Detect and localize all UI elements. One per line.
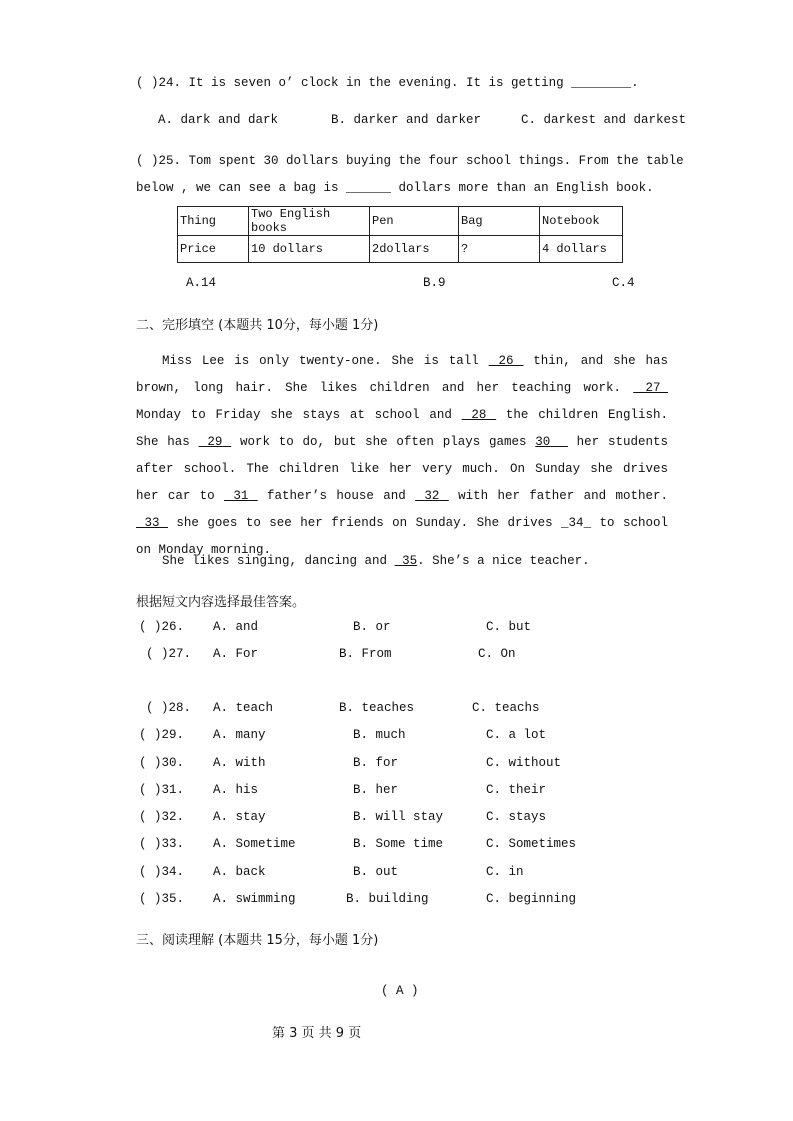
passage-text: father’s house and — [257, 489, 416, 503]
blank-number: 31 — [233, 489, 249, 503]
option-a: A. teach — [213, 701, 274, 715]
table-cell: Thing — [178, 207, 249, 236]
table-row — [178, 207, 623, 236]
option-c: C. a lot — [486, 728, 547, 742]
blank-31 — [224, 489, 258, 503]
passage-text: she goes to see her friends on Sunday. She drives — [167, 516, 562, 530]
table-cell: 10 dollars — [249, 236, 370, 263]
table-cell: Price — [178, 236, 249, 263]
blank-number: 33 — [144, 516, 160, 530]
option-b: B. will stay — [353, 810, 444, 824]
blank-32 — [415, 489, 449, 503]
option-c: C. but — [486, 620, 532, 634]
q24-option-a: A. dark and dark — [158, 113, 279, 127]
q25-option-a: A.14 — [186, 276, 217, 290]
blank-34: _34_ — [561, 516, 592, 530]
option-c: C. in — [486, 865, 524, 879]
option-a: A. with — [213, 756, 266, 770]
blank-number: 30 — [535, 435, 551, 449]
option-c: C. Sometimes — [486, 837, 577, 851]
blank-33 — [136, 516, 168, 530]
blank-29 — [199, 435, 232, 449]
section2-heading: 二、完形填空 (本题共 10分，每小题 1分) — [136, 318, 379, 333]
option-a: A. stay — [213, 810, 266, 824]
blank-number: 29 — [207, 435, 223, 449]
option-a: A. Sometime — [213, 837, 296, 851]
table-cell: 4 dollars — [540, 236, 623, 263]
page-footer: 第 3 页 共 9 页 — [272, 1026, 362, 1041]
option-a: A. back — [213, 865, 266, 879]
option-b: B. building — [346, 892, 429, 906]
table-cell: Pen — [370, 207, 459, 236]
blank-26 — [489, 354, 524, 368]
question-number: ( )29. — [139, 728, 185, 742]
cloze-paragraph-1 — [136, 348, 668, 564]
question-number: ( )28. — [146, 701, 192, 715]
option-c: C. On — [478, 647, 516, 661]
blank-number: 27 — [645, 381, 661, 395]
table-row — [178, 236, 623, 263]
passage-text: She likes singing, dancing and — [162, 554, 395, 568]
table-cell: Notebook — [540, 207, 623, 236]
passage-label: ( A ) — [381, 984, 419, 998]
option-b: B. From — [339, 647, 392, 661]
passage-text: to school on Monday morning. — [136, 516, 669, 557]
passage-text: with her father and mother. — [448, 489, 668, 503]
cloze-paragraph-2 — [136, 548, 668, 575]
table-cell: Bag — [459, 207, 540, 236]
section3-heading: 三、阅读理解 (本题共 15分，每小题 1分) — [136, 933, 379, 948]
option-c: C. teachs — [472, 701, 540, 715]
option-c: C. without — [486, 756, 562, 770]
option-b: B. teaches — [339, 701, 415, 715]
blank-number: 35 — [402, 554, 418, 568]
question-number: ( )33. — [139, 837, 185, 851]
blank-27 — [633, 381, 668, 395]
question-number: ( )35. — [139, 892, 185, 906]
option-a: A. For — [213, 647, 259, 661]
option-a: A. swimming — [213, 892, 296, 906]
table-cell: 2dollars — [370, 236, 459, 263]
question-number: ( )31. — [139, 783, 185, 797]
q25-stem-line2: below , we can see a bag is ______ dollars more than an English book. — [136, 181, 654, 195]
blank-number: 32 — [424, 489, 440, 503]
blank-30 — [535, 435, 568, 449]
question-number: ( )34. — [139, 865, 185, 879]
cloze-instruction: 根据短文内容选择最佳答案。 — [136, 595, 306, 610]
question-number: ( )26. — [139, 620, 185, 634]
blank-28 — [462, 408, 497, 422]
q25-option-b: B.9 — [423, 276, 446, 290]
table-cell: Two English books — [249, 207, 370, 236]
option-b: B. Some time — [353, 837, 444, 851]
passage-text: her students after school. The children like her very much. On Sunday she drives her car to — [136, 435, 668, 503]
question-number: ( )27. — [146, 647, 192, 661]
option-c: C. stays — [486, 810, 547, 824]
option-c: C. their — [486, 783, 547, 797]
option-b: B. out — [353, 865, 399, 879]
option-c: C. beginning — [486, 892, 577, 906]
blank-number: 34 — [568, 516, 584, 530]
blank-number: 26 — [498, 354, 514, 368]
blank-35 — [395, 554, 418, 568]
passage-text: Monday to Friday she stays at school and — [136, 408, 462, 422]
table-cell: ? — [459, 236, 540, 263]
option-a: A. and — [213, 620, 259, 634]
passage-text: . She’s a nice teacher. — [417, 554, 590, 568]
blank-number: 28 — [471, 408, 487, 422]
q24-stem: ( )24. It is seven o’ clock in the evening. It is getting ________. — [136, 76, 639, 90]
q24-option-b: B. darker and darker — [331, 113, 482, 127]
question-number: ( )30. — [139, 756, 185, 770]
question-number: ( )32. — [139, 810, 185, 824]
option-b: B. or — [353, 620, 391, 634]
option-b: B. for — [353, 756, 399, 770]
q25-option-c: C.4 — [612, 276, 635, 290]
q25-stem-line1: ( )25. Tom spent 30 dollars buying the four school things. From the table — [136, 154, 684, 168]
price-table — [177, 206, 623, 263]
passage-text: the children English. She has — [136, 408, 668, 449]
option-a: A. many — [213, 728, 266, 742]
passage-text: work to do, but she often plays games — [231, 435, 536, 449]
q24-option-c: C. darkest and darkest — [521, 113, 687, 127]
passage-text: thin, and she has brown, long hair. She likes children and her teaching work. — [136, 354, 668, 395]
option-b: B. much — [353, 728, 406, 742]
passage-text: Miss Lee is only twenty-one. She is tall — [162, 354, 489, 368]
option-a: A. his — [213, 783, 259, 797]
option-b: B. her — [353, 783, 399, 797]
